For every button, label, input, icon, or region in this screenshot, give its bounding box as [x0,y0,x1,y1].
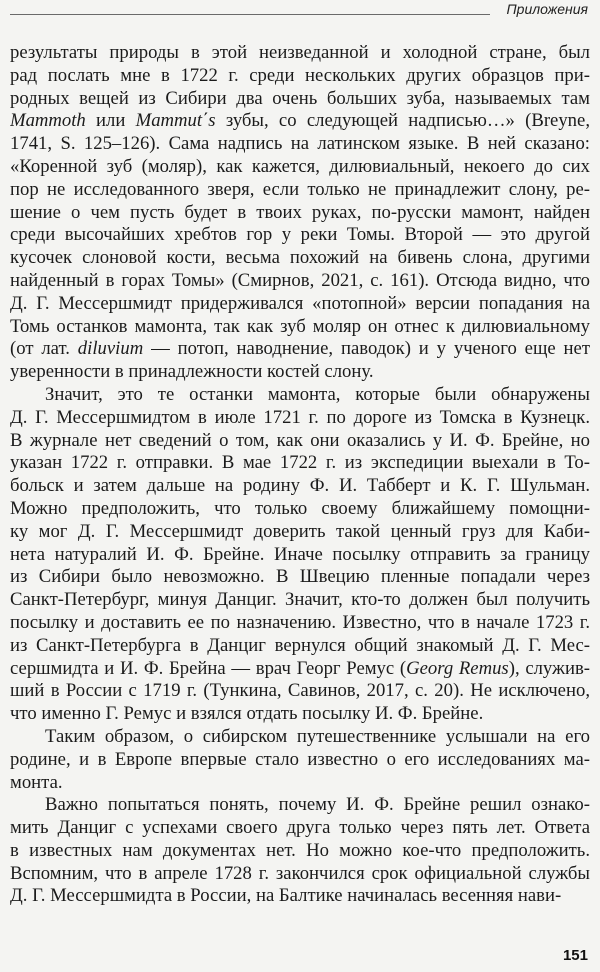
text-line: сершмидта и И. Ф. Брейна — врач Георг Ремус (Georg Remus), служив- [10,657,590,679]
text-line: уверенности в принадлежности костей слону. [10,361,374,383]
text-line: В журнале нет сведений о том, как они оказались у И. Ф. Брейне, но [10,429,590,451]
foreign-term: diluvium [77,338,144,360]
text-line: в известных нам документах нет. Но можно кое-что предположить. [10,839,590,861]
foreign-term: Mammut΄s [135,110,216,132]
body-text [10,42,590,908]
paragraph [10,794,590,908]
text-line: найденный в горах Томы» (Смирнов, 2021, с. 161). Отсюда видно, что [10,269,590,291]
text-line: указан 1722 г. отправки. В мае 1722 г. из экспедиции выехали в То- [10,452,590,474]
text-line: посылку и доставить ее по назначению. Известно, что в начале 1723 г. [10,611,590,633]
header-rule [10,14,490,15]
text-line: ший в России с 1719 г. (Тункина, Савинов, 2017, с. 20). Не исключено, [10,680,590,702]
paragraph [10,726,590,794]
page-number: 151 [562,947,588,964]
text-line: ку мог Д. Г. Мессершмидт доверить такой ценный груз для Каби- [10,520,590,542]
text-line: кусочек слоновой кости, весьма похожий на бивень слона, другими [10,247,590,269]
text-line: шение о чем пусть будет в твоих руках, по-русски мамонт, найден [10,201,590,223]
text-line: что именно Г. Ремус и взялся отдать посылку И. Ф. Брейне. [10,703,484,725]
foreign-term: Georg Remus [406,657,509,679]
text-line: мить Данциг с успехами своего друга только через пять лет. Ответа [10,817,590,839]
text-line: Д. Г. Мессершмидт придерживался «потопной» версии попадания на [10,292,590,314]
text-line: Д. Г. Мессершмидтом в июле 1721 г. по дороге из Томска в Кузнецк. [10,406,590,428]
text-line: 1741, S. 125–126). Сама надпись на латинском языке. В ней сказано: [10,133,590,155]
section-title: Приложения [506,1,588,17]
paragraph [10,384,590,726]
text-line: «Коренной зуб (моляр), как кажется, дилювиальный, некоего до сих [10,155,590,177]
text-line: нета натуралий И. Ф. Брейне. Иначе посылку отправить за границу [10,543,590,565]
text-line: рад послать мне в 1722 г. среди нескольких других образцов при- [10,64,590,86]
text-line: больск и затем дальше на родину Ф. И. Табберт и К. Г. Шульман. [10,475,590,497]
text-line: Значит, это те останки мамонта, которые были обнаружены [45,383,590,405]
text-line: монта. [10,771,63,793]
foreign-term: Mammoth [10,110,86,132]
text-line: из Санкт-Петербурга в Данциг вернулся общий знакомый Д. Г. Мес- [10,634,590,656]
text-line: родине, и в Европе впервые стало известно о его исследованиях ма- [10,748,590,770]
text-line: Д. Г. Мессершмидта в России, на Балтике начиналась весенняя нави- [10,885,562,907]
text-line: родных вещей из Сибири два очень больших зуба, называемых там [10,87,590,109]
text-line: Томь останков мамонта, так как зуб моляр он отнес к дилювиальному [10,315,590,337]
text-line: среди высочайших хребтов гор у реки Томы. Второй — это другой [10,224,590,246]
running-header [10,0,590,20]
text-line: из Сибири было невозможно. В Швецию пленные попадали через [10,566,590,588]
text-line: результаты природы в этой неизведанной и холодной стране, был [10,42,590,63]
text-line: пор не исследованного зверя, если только не принадлежит слону, ре- [10,178,590,200]
text-line: Санкт-Петербург, минуя Данциг. Значит, кто-то должен был получить [10,589,590,611]
text-line: Таким образом, о сибирском путешественнике услышали на его [45,725,590,747]
text-line: Mammoth или Mammut΄s зубы, со следующей надписью…» (Breyne, [10,110,590,132]
text-line: (от лат. diluvium — потоп, наводнение, паводок) и у ученого еще нет [10,338,590,360]
paragraph [10,42,590,384]
text-line: Важно попытаться понять, почему И. Ф. Брейне решил ознако- [45,794,590,816]
text-line: Можно предположить, что только своему ближайшему помощни- [10,497,590,519]
text-line: Вспомним, что в апреле 1728 г. закончился срок официальной службы [10,862,590,884]
